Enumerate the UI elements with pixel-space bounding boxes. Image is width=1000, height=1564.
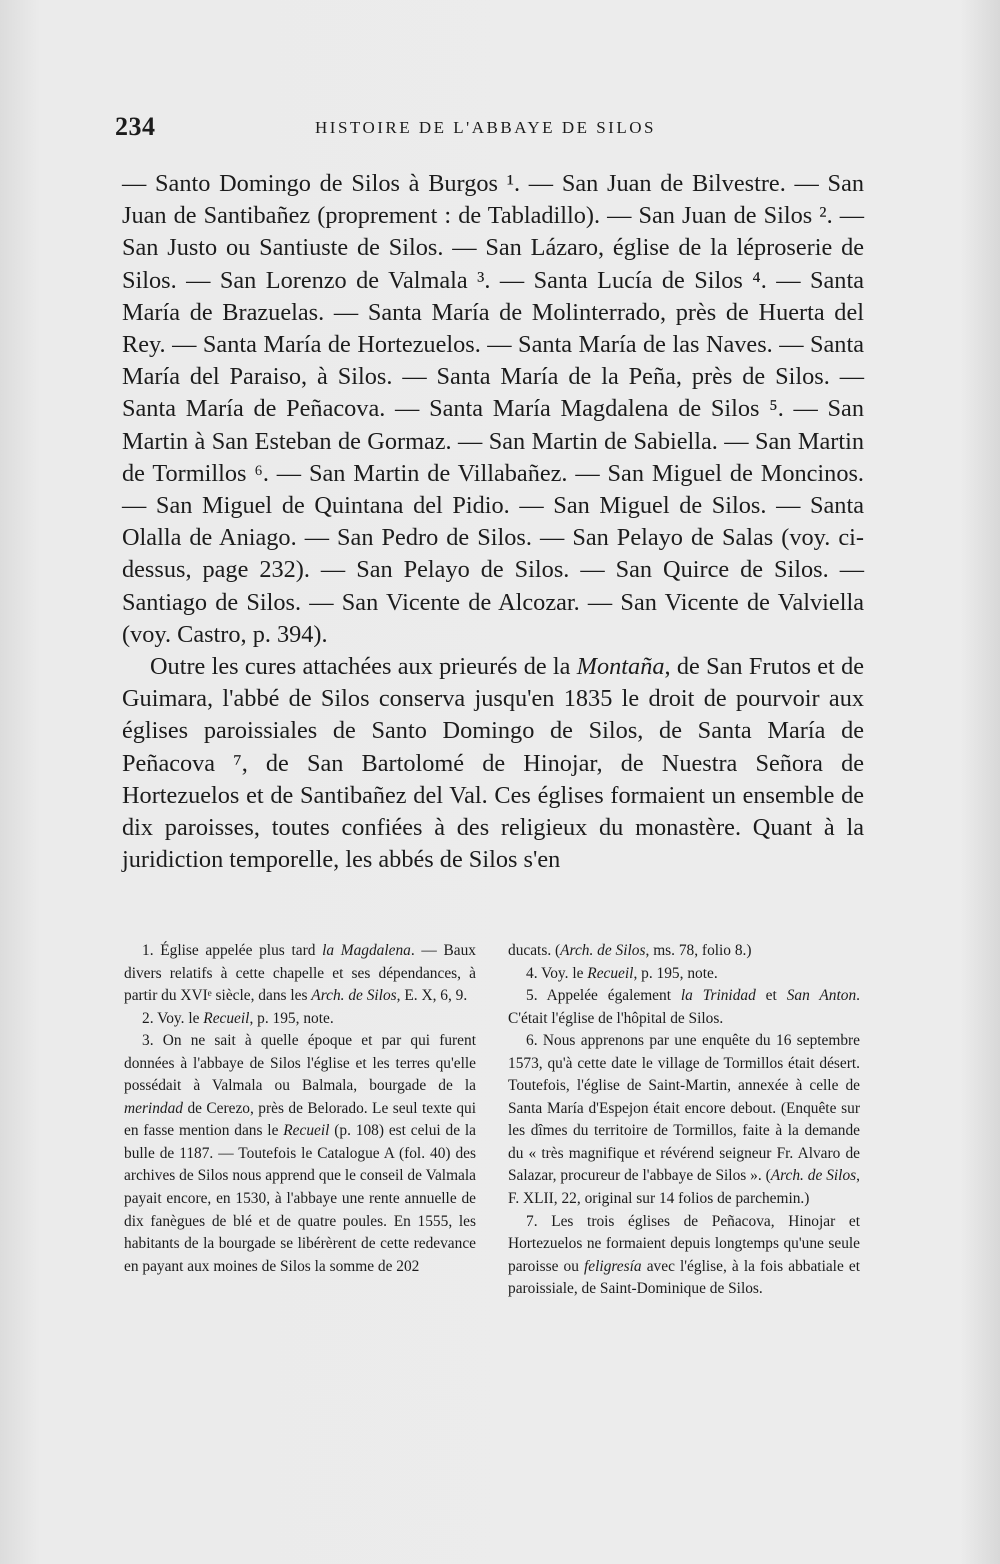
footnote-6 bbox=[508, 1030, 860, 1210]
footnote-text: . C'était l'église de l'hôpital de Silos. bbox=[508, 987, 861, 1027]
footnote-italic: Arch. de Silos bbox=[560, 942, 646, 959]
footnote-text: , p. 195, note. bbox=[633, 964, 718, 982]
footnote-italic: San Anton bbox=[786, 987, 857, 1005]
footnote-3 bbox=[124, 1030, 476, 1278]
footnote-text: 4. Voy. le bbox=[526, 964, 588, 982]
footnote-text: 7. Les trois églises de Peñacova, Hinojar et Hortezuelos ne formaient depuis longtemps qu'une seule paroisse ou bbox=[508, 1212, 860, 1275]
footnote-text: , p. 195, note. bbox=[249, 1009, 334, 1027]
paragraph-2-text: Outre les cures attachées aux prieurés de la bbox=[150, 653, 577, 681]
footnote-text: 2. Voy. le bbox=[142, 1009, 204, 1027]
footnote-2 bbox=[124, 1008, 476, 1031]
footnotes-right-column bbox=[508, 940, 860, 1301]
footnote-text: , ms. 78, folio 8.) bbox=[645, 942, 752, 959]
page-header bbox=[115, 112, 875, 146]
footnote-text: 6. Nous apprenons par une enquête du 16 septembre 1573, qu'à cette date le village de Tormillos était désert. Toutefois, l'église de Saint-Martin, annexée à celle de Santa María d'Espejon était encore debout. (Enquête sur les dîmes du territoire de Tormillos, faite à la demande du « très magnifique et révérend seigneur Fr. Alvaro de Salazar, procureur de l'abbaye de Silos ». ( bbox=[508, 1032, 860, 1185]
footnote-text: . — Baux divers relatifs à cette chapelle et ses dépendances, à partir du XVIᵉ siècle, dans les bbox=[124, 942, 477, 1005]
footnote-7 bbox=[508, 1211, 860, 1301]
footnote-text: , E. X, 6, 9. bbox=[396, 987, 468, 1005]
footnote-5 bbox=[508, 985, 860, 1030]
footnote-italic: Recueil bbox=[587, 964, 634, 982]
footnote-italic: la Magdalena bbox=[322, 942, 411, 959]
footnote-italic: merindad bbox=[124, 1099, 183, 1117]
paragraph-1: — Santo Domingo de Silos à Burgos ¹. — San Juan de Bilvestre. — San Juan de Santibañez (proprement : de Tabladillo). — San Juan de Silos ². — San Justo ou Santiuste de Silos. — San Lázaro, église de la léproserie de Silos. — San Lorenzo de Valmala ³. — Santa Lucía de Silos ⁴. — Santa María de Brazuelas. — Santa María de Molinterrado, près de Huerta del Rey. — Santa María de Hortezuelos. — Santa María de las Naves. — Santa María del Paraiso, à Silos. — Santa María de la Peña, près de Silos. — Santa María de Peñacova. — Santa María Magdalena de Silos ⁵. — San Martin à San Esteban de Gormaz. — San Martin de Sabiella. — San Martin de Tormillos ⁶. — San Martin de Villabañez. — San Miguel de Moncinos. — San Miguel de Quintana del Pidio. — San Miguel de Silos. — Santa Olalla de Aniago. — San Pedro de Silos. — San Pelayo de Salas (voy. ci-dessus, page 232). — San Pelayo de Silos. — San Quirce de Silos. — Santiago de Silos. — San Vicente de Alcozar. — San Vicente de Valviella (voy. Castro, p. 394). bbox=[122, 170, 864, 648]
footnote-italic: Recueil bbox=[203, 1009, 250, 1027]
running-title: HISTOIRE DE L'ABBAYE DE SILOS bbox=[315, 118, 656, 137]
footnote-text: (p. 108) est celui de la bulle de 1187. — Toutefois le Catalogue A (fol. 40) des archives de Silos nous apprend que le conseil de Valmala payait encore, en 1530, à l'abbaye une rente annuelle de dix fanègues de blé et de quatre poules. En 1555, les habitants de la bourgade se libérèrent de cette redevance en payant aux moines de Silos la somme de 202 bbox=[124, 1122, 476, 1275]
footnote-1 bbox=[124, 940, 476, 1008]
footnote-text: 1. Église appelée plus tard bbox=[142, 942, 323, 959]
footnotes-left-column bbox=[124, 940, 476, 1278]
footnote-3-continued bbox=[508, 940, 860, 963]
footnote-italic: la Trinidad bbox=[680, 987, 756, 1005]
main-text bbox=[122, 168, 864, 876]
paragraph-2 bbox=[122, 651, 864, 876]
footnote-text: , F. XLII, 22, original sur 14 folios de parchemin.) bbox=[508, 1167, 860, 1208]
footnote-text: 5. Appelée également bbox=[526, 987, 681, 1005]
footnote-text: avec l'église, à la fois abbatiale et paroissiale, de Saint-Dominique de Silos. bbox=[508, 1257, 860, 1298]
footnote-italic: Recueil bbox=[283, 1122, 330, 1140]
footnote-text: 3. On ne sait à quelle époque et par qui furent données à l'abbaye de Silos l'église et les terres qu'elle possédait à Valmala ou Balmala, bourgade de la bbox=[124, 1032, 476, 1095]
footnote-italic: Arch. de Silos bbox=[311, 987, 397, 1005]
paragraph-2-text: , de San Frutos et de Guimara, l'abbé de Silos conserva jusqu'en 1835 le droit de pourvoir aux églises paroissiales de Santo Domingo de Silos, de Santa María de Peñacova ⁷, de San Bartolomé de Hinojar, de Nuestra Señora de Hortezuelos et de Santibañez del Val. Ces églises formaient un ensemble de dix paroisses, toutes confiées à des religieux du monastère. Quant à la juridiction temporelle, les abbés de Silos s'en bbox=[122, 653, 864, 874]
footnote-italic: Arch. de Silos bbox=[770, 1167, 857, 1185]
footnote-italic: feligresía bbox=[584, 1257, 642, 1275]
footnote-4 bbox=[508, 963, 860, 986]
footnote-text: et bbox=[755, 987, 787, 1005]
page-number: 234 bbox=[115, 112, 156, 141]
footnote-text: de Cerezo, près de Belorado. Le seul texte qui en fasse mention dans le bbox=[124, 1099, 476, 1140]
footnote-text: ducats. ( bbox=[508, 942, 561, 959]
paragraph-2-italic: Montaña bbox=[576, 653, 665, 681]
